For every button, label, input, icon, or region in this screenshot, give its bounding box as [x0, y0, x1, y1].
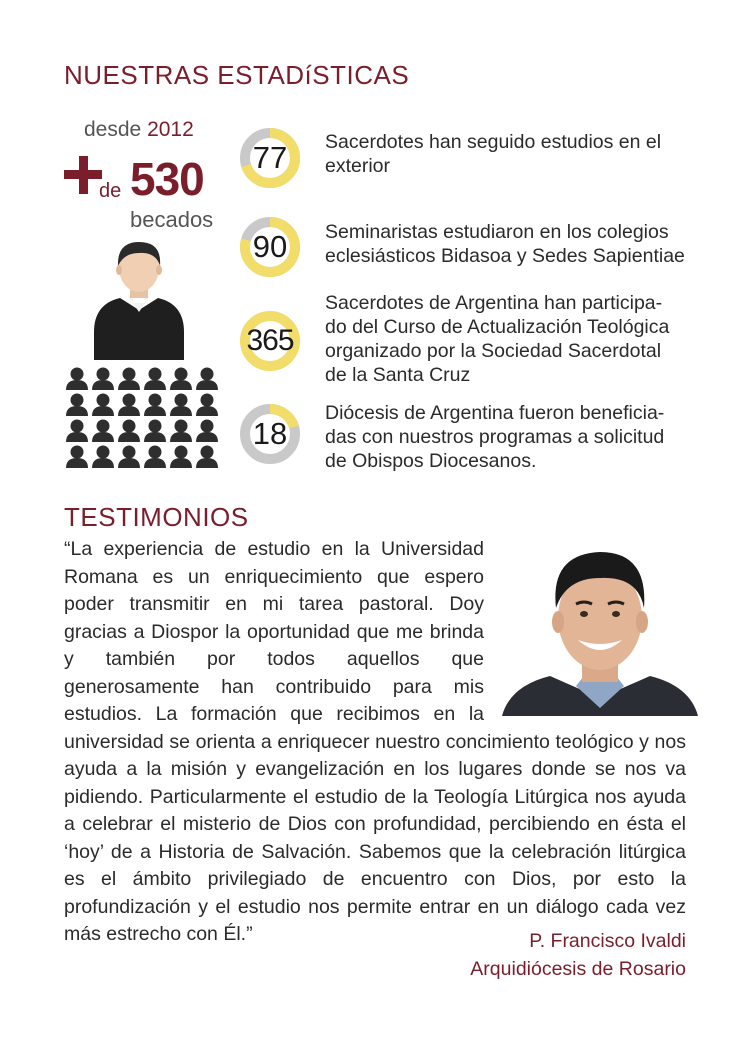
progress-ring	[238, 309, 302, 373]
total-number: 530	[130, 153, 204, 205]
testimony-text	[64, 536, 686, 949]
priest-photo	[496, 536, 704, 716]
stat-text: Sacerdotes de Argentina han participa- do del Curso de Actualización Teológica organizado por la Sociedad Sacerdotal de la Santa Cruz	[325, 292, 670, 386]
person-icon	[144, 394, 166, 417]
person-icon	[196, 420, 218, 443]
stat-number: 18	[252, 416, 288, 451]
becados-label: becados	[130, 207, 214, 232]
person-icon	[196, 446, 218, 469]
person-icon	[118, 368, 140, 391]
person-icon	[66, 394, 88, 417]
progress-ring	[238, 402, 302, 466]
stat-text: Sacerdotes han seguido estudios en el exterior	[325, 131, 662, 177]
person-icon	[196, 368, 218, 391]
plus-icon	[64, 156, 102, 194]
stat-text: Seminaristas estudiaron en los colegios eclesiásticos Bidasoa y Sedes Sapientiae	[325, 221, 685, 267]
stat-number: 90	[252, 229, 288, 264]
de-label: de	[99, 180, 122, 202]
testimonios-title: TESTIMONIOS	[64, 502, 249, 532]
person-icon	[196, 394, 218, 417]
stat-number: 365	[246, 324, 294, 357]
person-icon	[92, 446, 114, 469]
since-label	[84, 118, 194, 142]
person-icon	[118, 394, 140, 417]
progress-ring	[238, 215, 302, 279]
author-place: Arquidiócesis de Rosario	[470, 958, 686, 980]
person-icon	[144, 420, 166, 443]
since-prefix: desde	[84, 118, 142, 141]
person-icon	[118, 420, 140, 443]
progress-ring	[238, 126, 302, 190]
person-icon	[92, 394, 114, 417]
person-icon	[144, 368, 166, 391]
person-icon	[170, 394, 192, 417]
person-icon	[170, 446, 192, 469]
testimony-quote: “La experiencia de estudio en la Universidad Romana es un enriquecimiento que espero poder transmitir en mi tarea pastoral. Doy gracias a Diospor la oportunidad que me brinda y también por todos aquellos que generosamente han contribuido para mis estudios. La formación que recibimos en la universidad se orienta a enriquecer nuestro concimiento teológico y nos ayuda a la misión y evangelización en los lugares donde se nos va pidiendo. Particularmente el estudio de la Teología Litúrgica nos ayuda a celebrar el misterio de Dios con profundidad, percibiendo en ésta el ‘hoy’ de a Historia de Salvación. Sabemos que la celebración litúrgica es el ámbito privilegiado de encuentro con Dios, por esto la profundización y el estudio nos permite entrar en un diálogo cada vez más estrecho con Él.”	[64, 538, 686, 945]
person-icon	[144, 446, 166, 469]
person-icon	[118, 446, 140, 469]
person-icon	[92, 368, 114, 391]
stats-title: NUESTRAS ESTADíSTICAS	[64, 60, 410, 90]
person-icon	[66, 368, 88, 391]
person-icon	[92, 420, 114, 443]
priest-icon	[86, 236, 192, 360]
person-icon	[66, 446, 88, 469]
person-icon	[170, 368, 192, 391]
audience-icon	[64, 364, 220, 470]
stat-number: 77	[252, 140, 288, 175]
author-name: P. Francisco Ivaldi	[529, 930, 686, 952]
person-icon	[170, 420, 192, 443]
since-year: 2012	[147, 118, 194, 141]
stat-text: Diócesis de Argentina fueron beneficia- das con nuestros programas a solicitud de Obispos Diocesanos.	[325, 402, 665, 472]
person-icon	[66, 420, 88, 443]
